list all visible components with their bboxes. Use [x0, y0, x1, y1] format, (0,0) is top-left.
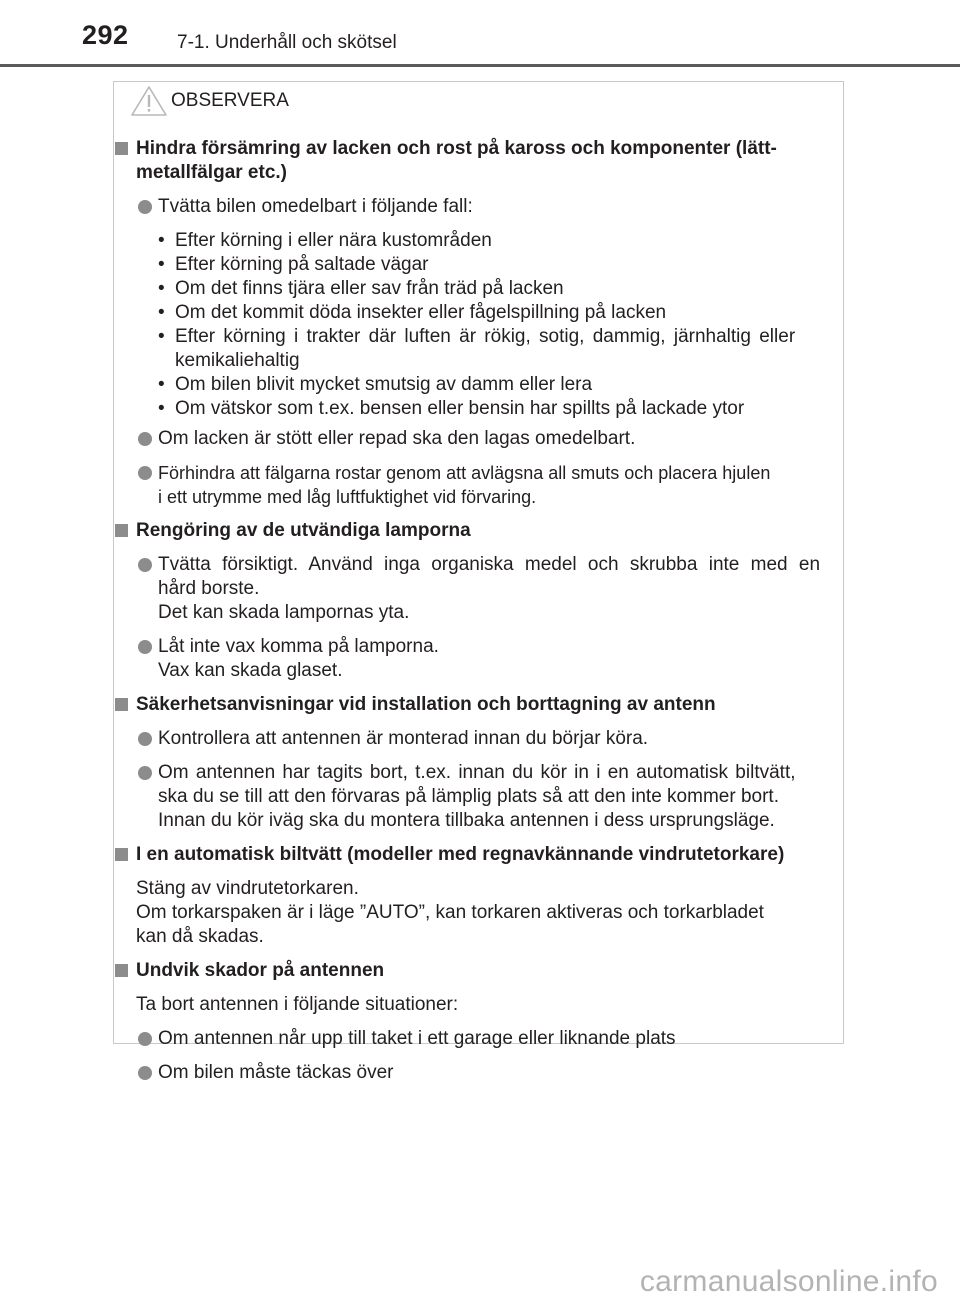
list-item: [115, 461, 839, 509]
list-item: [115, 1027, 839, 1051]
round-bullet-icon: [138, 558, 152, 572]
section-exterior-lamps-heading: [115, 519, 839, 543]
square-bullet-icon: [115, 524, 128, 537]
list-item: [158, 253, 839, 277]
list-item: [115, 635, 839, 683]
item-text: Om bilen måste täckas över: [158, 1062, 394, 1083]
paragraph-line: Stäng av vindrutetorkaren.: [136, 878, 359, 899]
square-bullet-icon: [115, 848, 128, 861]
square-bullet-icon: [115, 964, 128, 977]
list-item: [115, 553, 839, 625]
item-text: Om lacken är stött eller repad ska den lagas omedelbart.: [158, 428, 636, 449]
round-bullet-icon: [138, 466, 152, 480]
section-title: 7-1. Underhåll och skötsel: [177, 32, 397, 53]
dot-bullet-icon: •: [158, 374, 165, 395]
item-text: Förhindra att fälgarna rostar genom att avlägsna all smuts och placera hjulen: [158, 463, 771, 483]
heading-line: Hindra försämring av lacken och rost på kaross och komponenter (lätt-: [136, 138, 777, 159]
round-bullet-icon: [138, 732, 152, 746]
notice-label: OBSERVERA: [171, 90, 289, 111]
bullet-text: Efter körning på saltade vägar: [175, 254, 429, 275]
section-paint-rust-heading: [115, 137, 839, 185]
item-text: Innan du kör iväg ska du montera tillbaka antennen i dess ursprungsläge.: [158, 810, 775, 831]
item-text: ska du se till att den förvaras på lämplig plats så att den inte kommer bort.: [158, 786, 779, 807]
list-item: [158, 397, 839, 421]
item-text: Om antennen har tagits bort, t.ex. innan du kör in i en automatisk biltvätt,: [158, 762, 796, 783]
square-bullet-icon: [115, 698, 128, 711]
bullet-text: Om det kommit döda insekter eller fågelspillning på lacken: [175, 302, 667, 323]
bullet-text: Om det finns tjära eller sav från träd på lacken: [175, 278, 564, 299]
bullet-text: Efter körning i trakter där luften är rökig, sotig, dammig, järnhaltig eller: [175, 326, 796, 347]
heading-line: Rengöring av de utvändiga lamporna: [136, 520, 471, 541]
page-number: 292: [82, 20, 129, 50]
bullet-text: kemikaliehaltig: [175, 350, 300, 371]
paragraph: [115, 877, 839, 949]
item-text: Låt inte vax komma på lamporna.: [158, 636, 439, 657]
dot-bullet-icon: •: [158, 230, 165, 251]
item-text: Det kan skada lampornas yta.: [158, 602, 410, 623]
warning-triangle-icon: [129, 84, 169, 118]
round-bullet-icon: [138, 766, 152, 780]
round-bullet-icon: [138, 200, 152, 214]
list-item: [115, 727, 839, 751]
section-antenna-damage-heading: [115, 959, 839, 983]
dot-bullet-icon: •: [158, 302, 165, 323]
paragraph-line: kan då skadas.: [136, 926, 264, 947]
heading-line: I en automatisk biltvätt (modeller med regnavkännande vindrutetorkare): [136, 844, 785, 865]
section-antenna-safety-heading: [115, 693, 839, 717]
paragraph-line: Om torkarspaken är i läge ”AUTO”, kan torkaren aktiveras och torkarbladet: [136, 902, 764, 923]
heading-line: Säkerhetsanvisningar vid installation och borttagning av antenn: [136, 694, 716, 715]
dot-bullet-icon: •: [158, 398, 165, 419]
list-item: [158, 277, 839, 301]
item-text: Tvätta försiktigt. Använd inga organiska medel och skrubba inte med en: [158, 554, 821, 575]
notice-content: [115, 137, 839, 1095]
item-text: Om antennen når upp till taket i ett garage eller liknande plats: [158, 1028, 676, 1049]
dot-bullet-icon: •: [158, 278, 165, 299]
list-item: [158, 325, 839, 373]
heading-line: metallfälgar etc.): [136, 162, 287, 183]
square-bullet-icon: [115, 142, 128, 155]
list-item: [115, 1061, 839, 1085]
heading-line: Undvik skador på antennen: [136, 960, 385, 981]
dot-bullet-icon: •: [158, 326, 165, 347]
item-text: Kontrollera att antennen är monterad innan du börjar köra.: [158, 728, 649, 749]
item-text: i ett utrymme med låg luftfuktighet vid förvaring.: [158, 487, 537, 507]
list-item: [158, 373, 839, 397]
bullet-text: Om bilen blivit mycket smutsig av damm eller lera: [175, 374, 593, 395]
list-item: [158, 301, 839, 325]
bullet-text: Efter körning i eller nära kustområden: [175, 230, 492, 251]
list-item: [115, 195, 839, 219]
item-text: hård borste.: [158, 578, 260, 599]
bullet-text: Om vätskor som t.ex. bensen eller bensin har spillts på lackade ytor: [175, 398, 745, 419]
round-bullet-icon: [138, 1066, 152, 1080]
list-item: [115, 761, 839, 833]
list-item: [158, 229, 839, 253]
site-watermark: carmanualsonline.info: [639, 1265, 938, 1298]
dot-bullet-icon: •: [158, 254, 165, 275]
list-item: [115, 427, 839, 451]
paragraph: [115, 993, 839, 1017]
round-bullet-icon: [138, 640, 152, 654]
section-car-wash-heading: [115, 843, 839, 867]
wash-conditions-list: [115, 229, 839, 421]
header-divider: [0, 64, 960, 67]
item-text: Vax kan skada glaset.: [158, 660, 343, 681]
round-bullet-icon: [138, 1032, 152, 1046]
round-bullet-icon: [138, 432, 152, 446]
item-text: Tvätta bilen omedelbart i följande fall:: [158, 196, 473, 217]
page-header: [0, 0, 960, 70]
paragraph-line: Ta bort antennen i följande situationer:: [136, 994, 459, 1015]
